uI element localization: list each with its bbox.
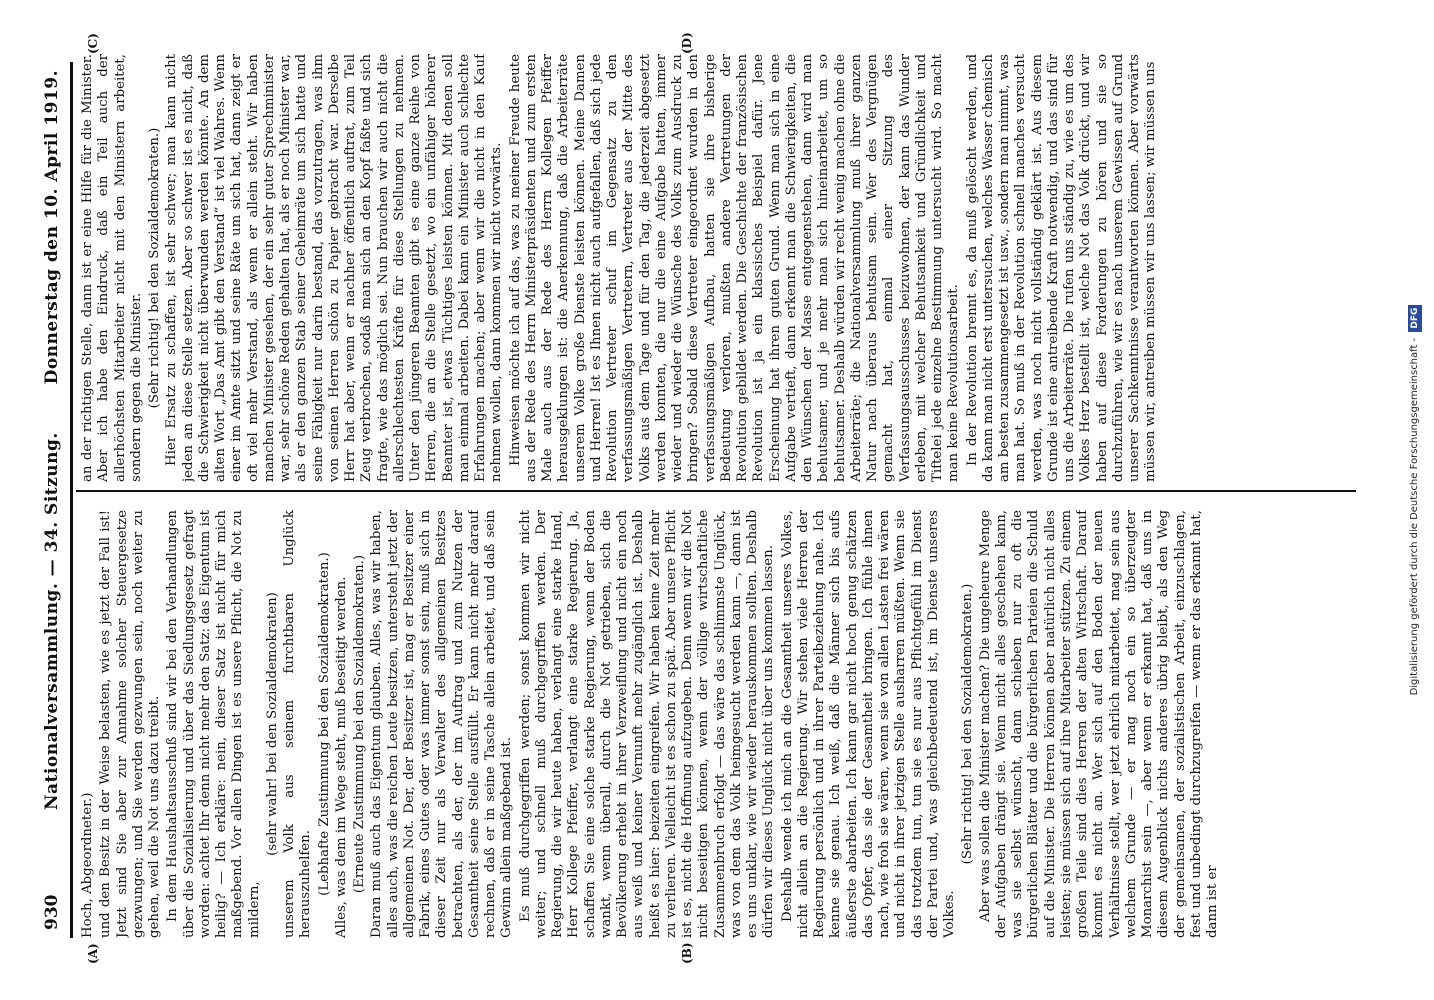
paragraph: an der richtigen Stelle, dann ist er eine Hilfe für die Minister. Aber ich habe den Eindruck, daß ein Teil auch der allerhöchsten Mitarbeiter nicht mit den Ministern arbeitet, sondern gegen die Minister. [80, 54, 144, 482]
right-column [80, 54, 1350, 482]
paragraph: Alles, was dem im Wege steht, muß beseitigt werden. [333, 576, 349, 938]
paragraph: Daran muß auch das Eigentum glauben. Alles, was wir haben, alles auch, was die reichen Leute besitzen, untersteht jetzt der allgemeinen Not. Der, der Besitzer ist, mag er Besitzer einer Fabrik, eines Gutes oder was immer sonst sein, muß sich in dieser Zeit nur als Verwalter des allgemeinen Besitzes betrachten, als der, der im Auftrag und zum Nutzen der Gesamtheit seine Stelle ausfüllt. Er kann nicht mehr darauf rechnen, daß er in seine Tasche allein arbeitet, und daß sein Gewinn allein maßgebend ist. [369, 510, 515, 938]
interjection: (Sehr richtig! bei den Sozialdemokraten.) [960, 583, 976, 865]
paragraph: In dem Haushaltsausschuß sind wir bei den Verhandlungen über die Sozialisierung und über das Siedlungsgesetz gefragt worden: achtet Ihr denn nicht mehr den Satz: das Eigentum ist heilig? — Ich erkläre: nein, dieser Satz ist nicht für mich maßgebend. Vor allen Dingen ist es unsere Pflicht, die Not zu mildern, [165, 510, 262, 938]
paragraph: Hinweisen möchte ich auf das, was zu meiner Freude heute aus der Rede des Herrn Ministerpräsidenten und zum ersten Male auch aus der Rede des Herrn Kollegen Pfeiffer herausgeklungen ist: die Anerkennung, daß die Arbeiterräte unserem Volke große Dienste leisten können. Meine Damen und Herren! Ist es Ihnen nicht auch aufgefallen, daß sich jede Revolution Vertreter schuf im Gegensatz zu den verfassungsmäßigen Vertretern, Vertreter aus der Mitte des Volks aus dem Tage und für den Tag, die jederzeit abgesetzt werden konnten, die nur die eine Aufgabe hatten, immer wieder und wieder die Wünsche des Volks zum Ausdruck zu bringen? Sobald diese Vertreter eingeordnet wurden in den verfassungsmäßigen Aufbau, hatten sie ihre bisherige Bedeutung verloren, mußten andere Vertretungen der Revolution gebildet werden. Die Geschichte der französischen Revolution ist ja ein klassisches Beispiel dafür. Jene Erscheinung hat ihren guten Grund. Wenn man sich in eine Aufgabe vertieft, dann erkennt man die Schwierigkeiten, die den Wünschen der Masse entgegenstehen, dann wird man behutsamer, und je mehr man sich hineinarbeitet, um so behutsamer. Deshalb würden wir recht wenig machen ohne die Arbeiterräte; die Nationalversammlung muß ihrer ganzen Natur nach überaus behutsam sein. Wer des Vergnügen gemacht hat, einmal einer Sitzung des Verfassungsausschusses beizuwohnen, der kann das Wunder erleben, mit welcher Behutsamkeit und Gründlichkeit und Tiftelei jede einzelne Bestimmung untersucht wird. So macht man keine Revolutionsarbeit. [507, 54, 962, 482]
margin-marker-c: (C) [86, 33, 100, 54]
margin-marker-b: (B) [680, 942, 694, 964]
paragraph: In der Revolution brennt es, da muß gelöscht werden, und da kann man nicht erst untersuchen, welches Wasser chemisch am besten zusammengesetzt ist usw., sondern man nimmt, was man hat. So muß in der Revolution schnell manches versucht werden, was noch nicht vollständig geklärt ist. Aus diesem Grunde ist eine antreibende Kraft notwendig, und das sind für uns die Arbeiterräte. Die rufen uns ständig zu, wie es um des Volkes Herz bestellt ist, welche Not das Volk drückt, und wir haben auf diese Forderungen zu hören und sie so durchzuführen, wie wir es nach unserem Gewissen auf Grund unserer Sachkenntnisse verantworten können. Aber vorwärts müssen wir, antreiben müssen wir uns lassen; wir müssen uns [964, 54, 1159, 482]
interjection: (Erneute Zustimmung bei den Sozialdemokraten.) [352, 554, 367, 894]
left-column [80, 510, 1350, 938]
page-header [40, 70, 66, 930]
paragraph: unserem Volk aus seinem furchtbaren Unglück herauszuhelfen. [282, 510, 314, 938]
speaker-attribution: Hoch, Abgeordneter.) [80, 792, 95, 938]
dfg-logo: DFG [1408, 305, 1422, 332]
interjection: (Lebhafte Zustimmung bei den Sozialdemokraten.) [316, 552, 332, 896]
column-divider [76, 490, 1356, 492]
margin-marker-d: (D) [680, 32, 694, 54]
credit-text: Digitalisierung gefördert durch die Deutsche Forschungsgemeinschaft - [1409, 337, 1420, 696]
page-number: 930 [42, 894, 62, 930]
paragraph: Aber was sollen die Minister machen? Die ungeheure Menge der Aufgaben drängt sie. Wenn nicht alles geschehen kann, was sie selbst wünscht, dann schieben nur zu oft die bürgerlichen Blätter und die bürgerlichen Parteien die Schuld auf die Minister. Die Herren können aber natürlich nicht alles leisten; sie müssen sich auf ihre Mitarbeiter stützen. Zu einem großen Teile sind dies Herren der alten Wirtschaft. Darauf kommt es nicht an. Wer sich auf den Boden der neuen Verhältnisse stellt, wer jetzt ehrlich mitarbeitet, mag sein aus welchem Grunde — er mag noch ein so überzeugter Monarchist sein —, aber wenn er erkannt hat, daß uns in diesem Augenblick nichts anderes übrig bleibt, als den Weg der gemeinsamen, der sozialistischen Arbeit, einzuschlagen, fest und unbedingt durchzugreifen — wenn er das erkannt hat, dann ist er [977, 510, 1220, 938]
paragraph: und den Besitz in der Weise belasten, wie es jetzt der Fall ist! Jetzt sind Sie aber zur Annahme solcher Steuergesetze gezwungen; und Sie werden gezwungen sein, noch weiter zu gehen, weil die Not uns dazu treibt. [98, 510, 162, 938]
paragraph: Es muß durchgegriffen werden; sonst kommen wir nicht weiter; und schnell muß durchgegriffen werden. Der Regierung, die wir heute haben, verlangt eine starke Hand, Herr Kollege Pfeiffer, verlangt eine starke Regierung. Ja, schaffen Sie eine solche starke Regierung, wenn der Boden wankt, wenn überall, durch die Not getrieben, sich die Bevölkerung erhebt in ihrer Verzweiflung und nicht ein noch aus weiß und keiner Vernunft mehr zugänglich ist. Deshalb heißt es hier: beizeiten eingreifen. Wir haben keine Zeit mehr zu verlieren. Vielleicht ist es schon zu spät. Aber unsere Pflicht ist es, nicht die Hoffnung aufzugeben. Denn wenn wir die Not nicht beseitigen können, wenn der völlige wirtschaftliche Zusammenbruch erfolgt — das wäre das schlimmste Unglück, was von dem das Volk heimgesucht werden kann —, dann ist es uns unklar, wie wir wieder herauskommen sollten. Deshalb dürfen wir dieses Unglück nicht über uns kommen lassen. [517, 510, 777, 938]
interjection: (sehr wahr! bei den Sozialdemokraten) [264, 592, 280, 856]
paragraph: Hier Ersatz zu schaffen, ist sehr schwer; man kann nicht jeden an diese Stelle setzen. Aber so schwer ist es nicht, daß die Schwierigkeit nicht überwunden werden könnte. An dem alten Wort „Das Amt gibt den Verstand“ ist viel Wahres. Wenn einer im Amte sitzt und seine Räte um sich hat, dann zeigt er oft viel mehr Verstand, als wenn er allein steht. Wir haben manchen Minister gesehen, der ein sehr guter Sprechminister war, sehr schöne Reden gehalten hat, als er noch Minister war, als er den ganzen Stab seiner Geheimräte um sich hatte und seine Fähigkeit nur darin bestand, das vorzutragen, was ihm von seinen Herren schön zu Papier gebracht war. Derselbe Herr hat aber, wenn er nachher öffentlich auftrat, zum Teil Zeug verbrochen, sodaß man sich an den Kopf faßte und sich fragte, wie das möglich sei. Nun brauchen wir auch nicht die allerschlechtesten Kräfte für diese Stellungen zu nehmen. Unter den jüngeren Beamten gibt es eine ganze Reihe von Herren, die an die Stelle gesetzt, wo ein unfähiger höherer Beamter ist, etwas Tüchtiges leisten können. Mit denen soll man einmal arbeiten. Dabei kann ein Minister auch schlechte Erfahrungen machen; aber wenn wir die nicht in den Kauf nehmen wollen, dann kommen wir nicht vorwärts. [164, 54, 505, 482]
paragraph: Deshalb wende ich mich an die Gesamtheit unseres Volkes, nicht allein an die Regierung. Wir stehen viele Herren der Regierung persönlich und in ihrer Parteibeziehung nahe. Ich kenne sie genau. Ich weiß, daß die Männer sich bis aufs äußerste abarbeiten. Ich kann gar nicht hoch genug schätzen das Opfer, das sie der Gesamtheit bringen. Ich fühle ihnen nach, wie froh sie wären, wenn sie von allen Lasten frei wären und nicht in ihrer jetzigen Stelle ausharren müßten. Wenn sie das trotzdem tun, tun sie es nur aus Pflichtgefühl im Dienst der Partei und, was gleichbedeutend ist, im Dienste unseres Volkes. [779, 510, 957, 938]
interjection: (Sehr richtig! bei den Sozialdemokraten.) [147, 127, 162, 409]
margin-marker-a: (A) [86, 943, 100, 964]
header-rule [70, 62, 73, 938]
digitization-credit [1400, 0, 1430, 1000]
running-title: Nationalversammlung. — 34. Sitzung. [42, 432, 62, 810]
session-date: Donnerstag den 10. April 1919. [42, 70, 62, 385]
